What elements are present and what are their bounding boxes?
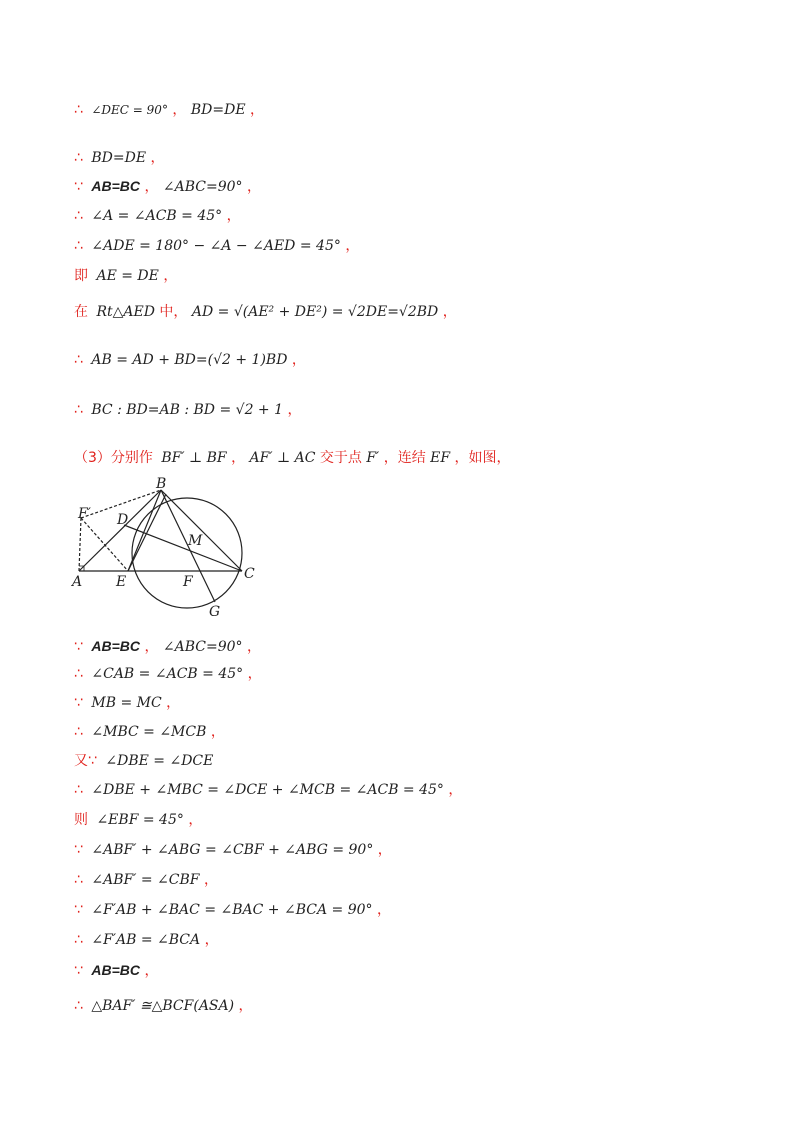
namely-text: 即	[74, 268, 88, 284]
label-E: E	[116, 574, 127, 590]
math-expr: AB=BC	[91, 962, 140, 978]
in-text: 在	[74, 304, 88, 320]
math-expr: BF′ ⊥ BF	[161, 450, 227, 466]
therefore-symbol: ∴	[74, 998, 83, 1014]
punct: ，	[247, 639, 262, 655]
therefore-symbol: ∴	[74, 872, 83, 888]
segment-BE	[128, 490, 161, 571]
segment-DC	[124, 525, 242, 571]
math-expr: AB=BC	[91, 638, 140, 654]
math-expr: ∠EBF = 45°	[96, 812, 184, 828]
proof-line-17	[74, 810, 202, 830]
math-expr: ∠CAB = ∠ACB = 45°	[91, 666, 244, 682]
because-symbol: ∵	[74, 695, 83, 711]
because-symbol: ∵	[74, 842, 83, 858]
proof-line-1	[74, 100, 264, 120]
segment-F-prime-A	[79, 518, 81, 571]
punct: ，	[144, 963, 159, 979]
punct: ，	[442, 304, 457, 320]
punct: ，	[238, 998, 253, 1014]
math-expr: ∠DBE + ∠MBC = ∠DCE + ∠MCB = ∠ACB = 45°	[91, 782, 444, 798]
proof-line-4	[74, 206, 241, 226]
punct: ，	[247, 179, 262, 195]
proof-line-5	[74, 236, 359, 256]
proof-line-15	[74, 751, 213, 771]
punct: ，	[231, 450, 246, 466]
proof-line-18	[74, 840, 392, 860]
math-expr: ∠MBC = ∠MCB	[91, 724, 207, 740]
geometry-figure	[66, 472, 276, 622]
part-3-heading: （3）分别作	[74, 450, 153, 466]
punct: ，	[166, 695, 181, 711]
because-symbol: ∵	[74, 639, 83, 655]
label-B: B	[156, 476, 167, 492]
therefore-symbol: ∴	[74, 352, 83, 368]
punct: ，	[226, 208, 241, 224]
math-expr: AD = √(AE² + DE²) = √2DE=√2BD	[191, 304, 439, 320]
punct: ，	[377, 842, 392, 858]
therefore-symbol: ∴	[74, 666, 83, 682]
math-expr: ∠F′AB = ∠BCA	[91, 932, 201, 948]
proof-line-3	[74, 176, 261, 197]
math-expr: △BAF′ ≅△BCF(ASA)	[91, 998, 235, 1014]
proof-line-14	[74, 722, 225, 742]
math-expr: ∠F′AB + ∠BAC = ∠BAC + ∠BCA = 90°	[91, 902, 373, 918]
proof-line-8	[74, 350, 306, 370]
math-expr: F′	[366, 450, 380, 466]
punct: ，	[345, 238, 360, 254]
therefore-symbol: ∴	[74, 932, 83, 948]
punct: ，	[247, 666, 262, 682]
label-D: D	[117, 512, 129, 528]
proof-line-20	[74, 900, 391, 920]
segment-EB-inner	[128, 494, 166, 571]
then-text: 则	[74, 812, 88, 828]
label-F-prime: F′	[78, 506, 91, 522]
math-expr: AB = AD + BD=(√2 + 1)BD	[91, 352, 288, 368]
proof-line-2	[74, 148, 165, 168]
proof-line-21	[74, 930, 219, 950]
math-expr: ∠ABF′ = ∠CBF	[91, 872, 200, 888]
math-expr: BD=DE	[91, 150, 147, 166]
text-segment: ，如图，	[454, 450, 511, 466]
label-M: M	[188, 533, 203, 549]
label-C: C	[244, 566, 255, 582]
math-expr: Rt△AED	[96, 304, 155, 320]
math-expr: ∠ABF′ + ∠ABG = ∠CBF + ∠ABG = 90°	[91, 842, 374, 858]
therefore-symbol: ∴	[74, 150, 83, 166]
circle	[132, 498, 242, 608]
math-expr: BD=DE	[190, 102, 246, 118]
punct: ，	[203, 872, 218, 888]
punct: ，	[150, 150, 165, 166]
because-symbol: ∵	[74, 963, 83, 979]
therefore-symbol: ∴	[74, 724, 83, 740]
proof-line-11	[74, 636, 261, 657]
proof-line-23	[74, 996, 253, 1016]
punct: ，	[291, 352, 306, 368]
punct: ，	[250, 102, 264, 118]
math-expr: ∠DEC = 90°	[91, 103, 168, 117]
therefore-symbol: ∴	[74, 208, 83, 224]
math-expr: AF′ ⊥ AC	[249, 450, 316, 466]
math-expr: AE = DE	[96, 268, 159, 284]
punct: ，	[376, 902, 391, 918]
proof-line-7	[74, 302, 457, 322]
math-expr: ∠DBE = ∠DCE	[105, 753, 214, 769]
label-G: G	[209, 604, 221, 620]
punct: ，	[144, 179, 159, 195]
math-expr: BC : BD=AB : BD = √2 + 1	[91, 402, 284, 418]
therefore-symbol: ∴	[74, 102, 83, 118]
because-symbol: ∵	[74, 902, 83, 918]
proof-line-9	[74, 400, 301, 420]
also-because-symbol: 又∵	[74, 753, 97, 769]
punct: ，	[172, 102, 187, 118]
math-expr: AB=BC	[91, 178, 140, 194]
math-expr: EF	[430, 450, 451, 466]
punct: ，	[210, 724, 225, 740]
punct: ，	[204, 932, 219, 948]
therefore-symbol: ∴	[74, 402, 83, 418]
proof-line-6	[74, 266, 177, 286]
label-A: A	[72, 574, 83, 590]
math-expr: ∠ADE = 180° − ∠A − ∠AED = 45°	[91, 238, 341, 254]
proof-line-22	[74, 960, 158, 981]
punct: ，	[163, 268, 178, 284]
proof-line-12	[74, 664, 262, 684]
punct: ，	[448, 782, 463, 798]
therefore-symbol: ∴	[74, 782, 83, 798]
in-suffix: 中，	[159, 304, 188, 320]
segment-BC	[161, 490, 242, 571]
punct: ，	[188, 812, 203, 828]
proof-line-19	[74, 870, 218, 890]
math-expr: ∠ABC=90°	[162, 179, 243, 195]
punct: ，	[287, 402, 302, 418]
because-symbol: ∵	[74, 179, 83, 195]
text-segment: ，连结	[383, 450, 426, 466]
proof-line-13	[74, 693, 180, 713]
math-expr: MB = MC	[91, 695, 162, 711]
math-expr: ∠ABC=90°	[162, 639, 243, 655]
math-expr: ∠A = ∠ACB = 45°	[91, 208, 223, 224]
proof-line-16	[74, 780, 462, 800]
label-F: F	[183, 574, 193, 590]
proof-line-10	[74, 448, 511, 468]
text-segment: 交于点	[319, 450, 362, 466]
punct: ，	[144, 639, 159, 655]
therefore-symbol: ∴	[74, 238, 83, 254]
